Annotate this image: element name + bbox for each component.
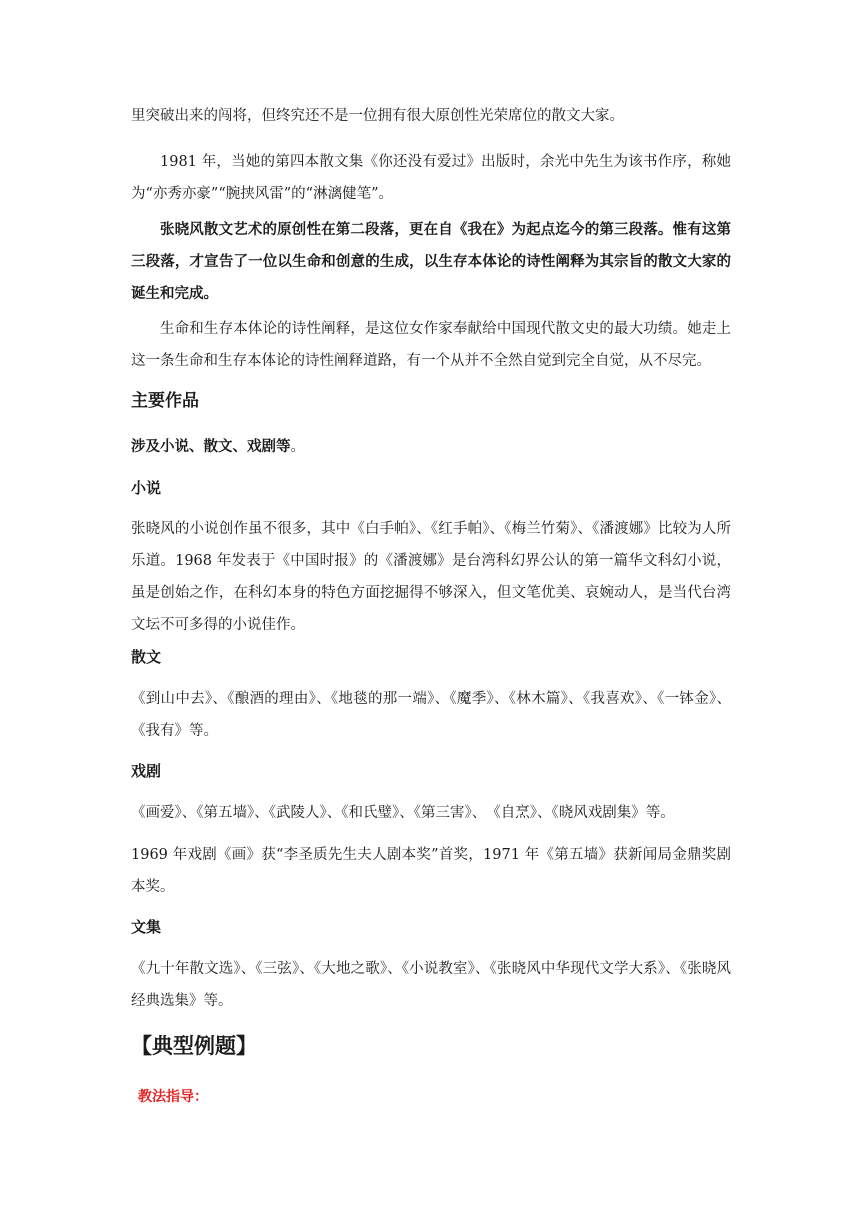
teaching-guide-label: 教法指导： [138,1089,208,1105]
novel-heading: 小说 [131,479,162,497]
drama-text: 《画爱》、《第五墙》、《武陵人》、《和氏璧》、《第三害》、 《自烹》、《晓风戏剧集》等。 [131,805,675,821]
prose-heading: 散文 [131,648,162,666]
collections-heading: 文集 [131,918,162,936]
works-intro-tail: 。 [290,439,305,455]
paragraph-1: 里突破出来的闯将，但终究还不是一位拥有很大原创性光荣席位的散文大家。 [131,108,624,124]
paragraph-4: 生命和生存本体论的诗性阐释，是这位女作家奉献给中国现代散文史的最大功绩。她走上这一条生命和生存本体论的诗性阐释道路，有一个从并不全然自觉到完全自觉，从不尽完。 [131,321,731,369]
drama-award-text: 1969 年戏剧《画》获“李圣质先生夫人剧本奖”首奖，1971 年《第五墙》获新闻局金鼎奖剧本奖。 [131,847,731,895]
prose-text: 《到山中去》、《酿酒的理由》、《地毯的那一端》、《魔季》、《林木篇》、《我喜欢》、《一钵金》、《我有》等。 [131,691,731,739]
works-intro-bold: 涉及小说、散文、戏剧等 [131,438,291,455]
drama-heading: 戏剧 [131,762,162,780]
paragraph-3-bold: 张晓风散文艺术的原创性在第二段落，更在自《我在》为起点迄今的第三段落。惟有这第三段落，才宣告了一位以生命和创意的生成，以生存本体论的诗性阐释为其宗旨的散文大家的诞生和完成。 [131,221,731,302]
typical-examples-heading: 【典型例题】 [131,1034,257,1058]
novel-text: 张晓风的小说创作虽不很多，其中《白手帕》、《红手帕》、《梅兰竹菊》、《潘渡娜》比较为人所乐道。1968 年发表于《中国时报》的《潘渡娜》是台湾科幻界公认的第一篇华文科幻小说，虽是创始之作，在科幻本身的特色方面挖掘得不够深入，但文笔优美、哀婉动人，是当代台湾文坛不可多得的小说佳作。 [131,521,731,633]
works-intro [131,431,731,463]
collections-text: 《九十年散文选》、《三弦》、《大地之歌》、《小说教室》、《张晓风中华现代文学大系》、《张晓风经典选集》等。 [131,961,731,1009]
works-heading: 主要作品 [131,391,199,411]
paragraph-2: 1981 年，当她的第四本散文集《你还没有爱过》出版时，余光中先生为该书作序，称她为“亦秀亦豪”“腕挟风雷”的“淋漓健笔”。 [131,154,731,202]
